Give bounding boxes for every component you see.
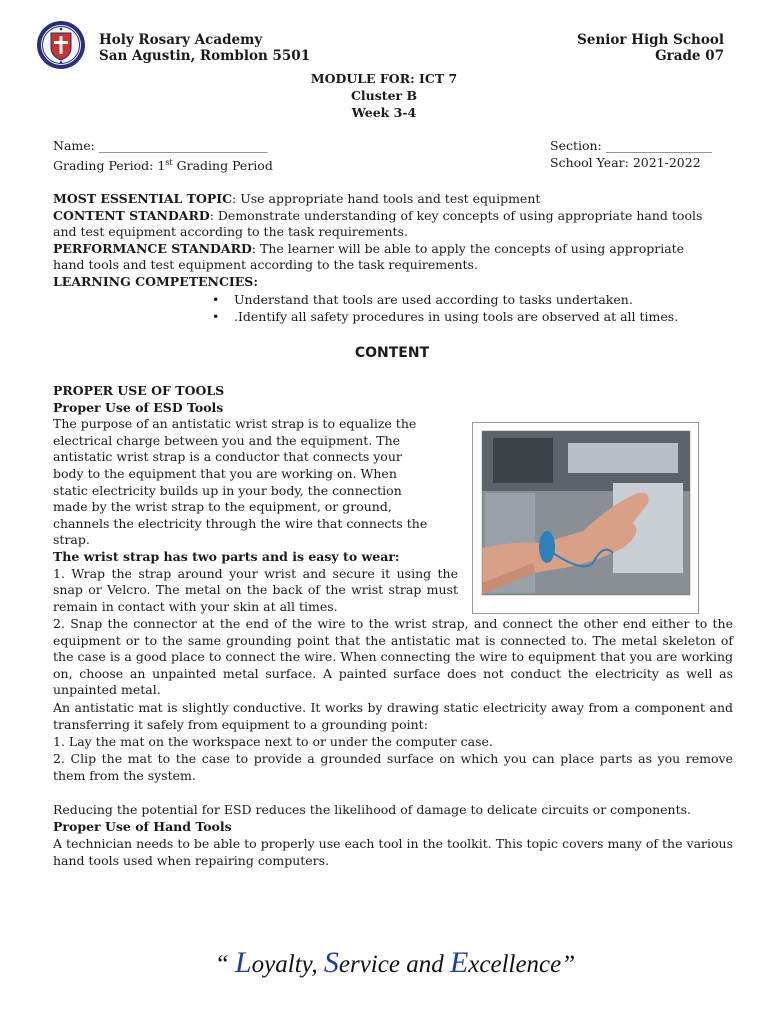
grading-period bbox=[53, 154, 273, 174]
learning-competencies-label: LEARNING COMPETENCIES: bbox=[53, 273, 258, 289]
grading-period-suffix: Grading Period bbox=[172, 158, 273, 174]
section-line: Section: _________________ bbox=[550, 138, 712, 153]
paragraph-line: body to the equipment that you are working on. When bbox=[53, 465, 397, 481]
motto-quote-open: “ bbox=[214, 951, 235, 978]
ps-label: PERFORMANCE STANDARD bbox=[53, 240, 252, 256]
school-name: Holy Rosary Academy bbox=[99, 32, 263, 48]
school-motto bbox=[0, 946, 768, 980]
cs-label: CONTENT STANDARD bbox=[53, 207, 210, 223]
mat-step-1: 1. Lay the mat on the workspace next to or under the computer case. bbox=[53, 734, 493, 749]
content-heading: CONTENT bbox=[354, 345, 430, 361]
school-level: Senior High School bbox=[577, 32, 724, 48]
esd-reduce-paragraph: Reducing the potential for ESD reduces the likelihood of damage to delicate circuits or components. bbox=[53, 802, 692, 817]
module-week: Week 3-4 bbox=[351, 105, 417, 120]
met-text: : Use appropriate hand tools and test equipment bbox=[232, 191, 541, 206]
antistatic-mat-paragraph: An antistatic mat is slightly conductive. It works by drawing static electricity away from a component and transferring it safely from equipment to a grounding point: bbox=[53, 700, 733, 732]
paragraph-line: strap. bbox=[53, 532, 90, 548]
motto-quote-close: ” bbox=[561, 951, 576, 978]
module-title bbox=[0, 70, 768, 121]
school-seal-logo bbox=[36, 20, 86, 70]
name-field bbox=[53, 137, 273, 174]
section-heading-hand-tools: Proper Use of Hand Tools bbox=[53, 819, 232, 834]
mat-step-2: 2. Clip the mat to the case to provide a grounded surface on which you can place parts as you remove them from the system. bbox=[53, 751, 733, 783]
paragraph-line: The purpose of an antistatic wrist strap is to equalize the bbox=[53, 416, 417, 432]
performance-standard bbox=[53, 241, 713, 274]
met-label: MOST ESSENTIAL TOPIC bbox=[53, 191, 233, 206]
motto-service: ervice and bbox=[338, 951, 450, 978]
motto-excellence: xcellence bbox=[468, 951, 562, 978]
ps-text: : The learner will be able to apply the concepts of using appropriate hand tools and test equipment according to the task requirements. bbox=[53, 240, 685, 272]
paragraph-line: channels the electricity through the wire that connects the bbox=[53, 515, 428, 531]
motto-loyalty: oyalty, bbox=[251, 951, 324, 978]
motto-cap-e: E bbox=[449, 946, 469, 979]
most-essential-topic bbox=[53, 191, 713, 208]
connector-paragraph: 2. Snap the connector at the end of the wire to the wrist strap, and connect the other end either to the equipment or to the same grounding point that the antistatic mat is connected to. The metal skeleton of the case is a good place to connect the wire. When connecting the wire to equipment that you are working on, choose an unpainted metal surface. A painted surface does not conduct the electricity as well as unpainted metal. bbox=[53, 616, 733, 698]
paragraph-line: antistatic wrist strap is a conductor that connects your bbox=[53, 449, 402, 465]
hand-tools-paragraph: A technician needs to be able to properly use each tool in the toolkit. This topic covers many of the various hand tools used when repairing computers. bbox=[53, 836, 733, 868]
esd-section bbox=[53, 383, 473, 615]
module-name: MODULE FOR: ICT 7 bbox=[310, 71, 458, 86]
topic-block bbox=[53, 191, 713, 290]
school-info bbox=[99, 32, 310, 64]
wrist-strap-paragraph bbox=[53, 416, 473, 549]
wrist-strap-step-1: 1. Wrap the strap around your wrist and secure it using the snap or Velcro. The metal on the back of the wrist strap must remain in contact with your skin at all times. bbox=[53, 565, 458, 614]
level-info bbox=[577, 32, 724, 64]
competency-item: • Understand that tools are used according to tasks undertaken. bbox=[212, 291, 678, 308]
wrist-strap-heading: The wrist strap has two parts and is easy to wear: bbox=[53, 548, 400, 564]
content-standard bbox=[53, 208, 713, 241]
grade-level: Grade 07 bbox=[655, 48, 724, 64]
paragraph-line: static electricity builds up in your body, the connection bbox=[53, 482, 402, 498]
module-cluster: Cluster B bbox=[350, 88, 418, 103]
section-heading-esd: Proper Use of ESD Tools bbox=[53, 399, 224, 415]
competency-item: • .Identify all safety procedures in using tools are observed at all times. bbox=[212, 308, 678, 325]
competency-list bbox=[212, 291, 678, 325]
paragraph-line: electrical charge between you and the equipment. The bbox=[53, 432, 401, 448]
paragraph-line: made by the wrist strap to the equipment, or ground, bbox=[53, 499, 392, 515]
motto-cap-s: S bbox=[323, 946, 339, 979]
esd-wrist-strap-photo bbox=[472, 422, 699, 614]
section-heading-tools: PROPER USE OF TOOLS bbox=[53, 383, 225, 398]
school-year: School Year: 2021-2022 bbox=[550, 155, 701, 170]
school-address: San Agustin, Romblon 5501 bbox=[99, 48, 311, 64]
grading-period-prefix: Grading Period: 1 bbox=[53, 158, 166, 174]
grading-period-sup: st bbox=[165, 158, 173, 167]
cs-text: : Demonstrate understanding of key concepts of using appropriate hand tools and test equipment according to the task requirements. bbox=[53, 207, 703, 239]
name-line: Name: ___________________________ bbox=[53, 138, 268, 153]
motto-cap-l: L bbox=[234, 946, 252, 979]
section-field bbox=[550, 137, 712, 171]
